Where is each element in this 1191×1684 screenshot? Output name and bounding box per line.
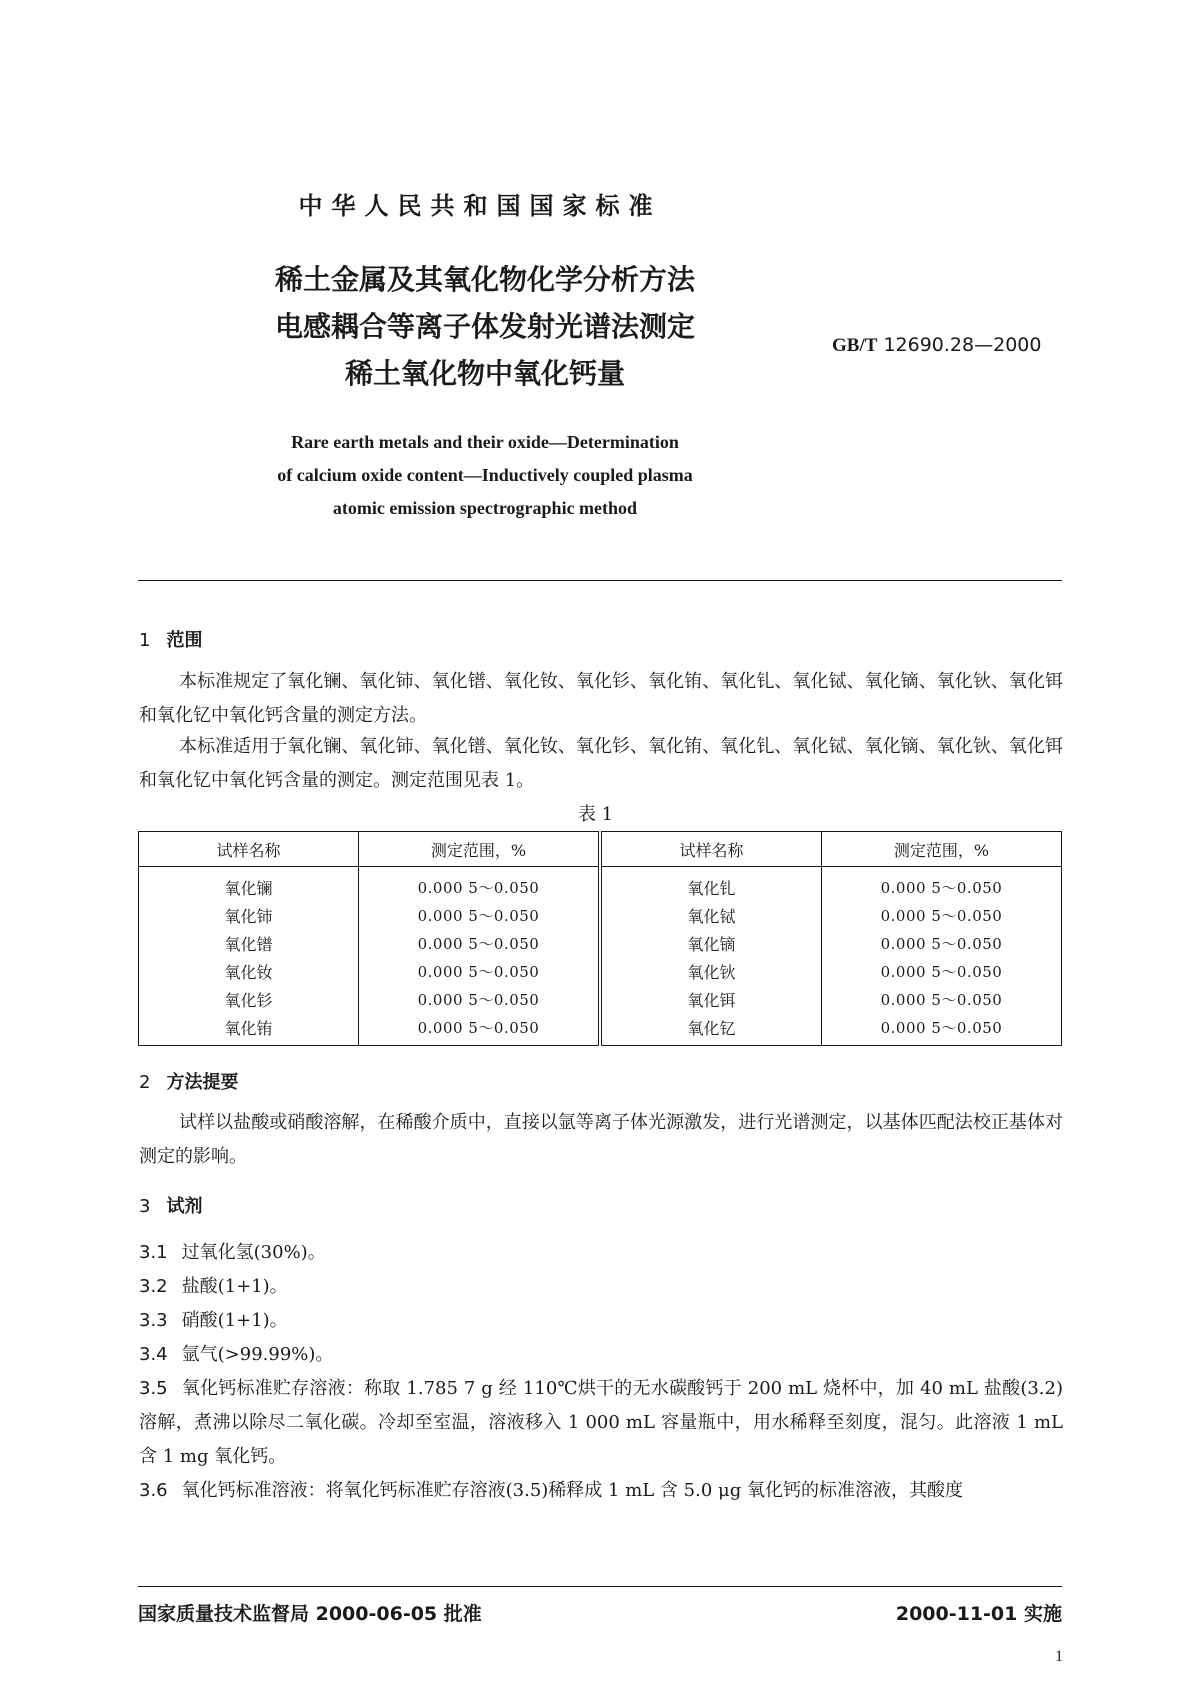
standard-prefix: GB/T [832,335,878,356]
table-row [139,929,1062,957]
reagent-item: 3.2 盐酸(1+1)。 [139,1276,288,1297]
table-cell: 0.000 5～0.050 [358,929,600,957]
standard-code: 12690.28—2000 [883,334,1042,356]
table-cell: 氧化铽 [600,901,821,929]
table-cell: 0.000 5～0.050 [821,929,1061,957]
table-cell: 氧化钐 [224,990,273,1010]
table-row [139,1013,1062,1046]
national-standard-heading: 中华人民共和国国家标准 [298,192,662,220]
en-title-line-1: Rare earth metals and their oxide—Determination [291,432,679,452]
reagent-item: 3.6 氧化钙标准溶液：将氧化钙标准贮存溶液(3.5)稀释成 1 mL 含 5.0 μg 氧化钙的标准溶液，其酸度 [139,1480,963,1501]
cn-title-line-3: 稀土氧化物中氧化钙量 [344,357,625,390]
table-header-row [139,832,1062,867]
table-row [139,957,1062,985]
table-cell: 0.000 5～0.050 [821,867,1061,902]
table-cell: 氧化钕 [224,962,273,982]
table-cell: 0.000 5～0.050 [358,867,600,902]
table-row [139,901,1062,929]
page-number: 1 [1055,1648,1063,1665]
en-title-line-2: of calcium oxide content—Inductively coupled plasma [277,465,693,485]
table-row [139,985,1062,1013]
table-cell: 氧化钇 [600,1013,821,1046]
section-3-heading [139,1192,202,1218]
footer-divider [138,1586,1062,1587]
section-2-title: 方法提要 [166,1072,239,1093]
implementation-date: 2000-11-01 实施 [895,1603,1062,1625]
table-cell: 氧化镨 [224,934,273,954]
section-1-heading [139,626,202,652]
table-cell: 0.000 5～0.050 [821,901,1061,929]
section-2-number: 2 [139,1072,151,1093]
table-cell: 氧化钬 [600,957,821,985]
table-cell: 0.000 5～0.050 [358,985,600,1013]
en-title-line-3: atomic emission spectrographic method [332,498,638,518]
table-cell: 氧化镧 [224,878,273,898]
reagent-item: 3.3 硝酸(1+1)。 [139,1310,288,1331]
header-sample-name: 试样名称 [139,832,359,867]
table-cell: 氧化铒 [600,985,821,1013]
table-cell: 氧化铕 [224,1018,273,1038]
section-1-title: 范围 [166,630,203,651]
section-1-paragraph-1: 本标准规定了氧化镧、氧化铈、氧化镨、氧化钕、氧化钐、氧化铕、氧化钆、氧化铽、氧化镝、氧化钬、氧化铒和氧化钇中氧化钙含量的测定方法。 [139,671,1063,726]
section-2-heading [139,1068,238,1094]
table-cell: 0.000 5～0.050 [358,1013,600,1046]
table-cell: 氧化铈 [224,906,273,926]
table-cell: 氧化钆 [600,867,821,902]
cn-title-line-2: 电感耦合等离子体发射光谱法测定 [274,310,695,343]
standard-number [832,334,1041,357]
table-cell: 0.000 5～0.050 [821,1013,1061,1046]
header-range: 测定范围，% [358,832,600,867]
reagent-item: 3.1 过氧化氢(30%)。 [139,1242,326,1263]
section-1-number: 1 [139,630,151,651]
table-cell: 0.000 5～0.050 [821,957,1061,985]
reagent-item: 3.4 氩气(>99.99%)。 [139,1344,334,1365]
measurement-range-table [138,831,1062,1046]
table-cell: 0.000 5～0.050 [358,957,600,985]
reagent-item: 3.5 氧化钙标准贮存溶液：称取 1.785 7 g 经 110℃烘干的无水碳酸钙于 200 mL 烧杯中，加 40 mL 盐酸(3.2)溶解，煮沸以除尽二氧化碳。冷却至室温，溶液移入 1 000 mL 容量瓶中，用水稀释至刻度，混匀。此溶液 1 mL 含 1 mg 氧化钙。 [139,1378,1063,1467]
section-3-number: 3 [139,1196,151,1217]
table-caption: 表 1 [577,804,614,825]
approval-date: 国家质量技术监督局 2000-06-05 批准 [138,1603,482,1625]
table-cell: 0.000 5～0.050 [821,985,1061,1013]
header-sample-name-2: 试样名称 [600,832,821,867]
cn-title-line-1: 稀土金属及其氧化物化学分析方法 [274,263,695,296]
table-cell: 氧化镝 [600,929,821,957]
section-2-paragraph-1: 试样以盐酸或硝酸溶解，在稀酸介质中，直接以氩等离子体光源激发，进行光谱测定，以基体匹配法校正基体对测定的影响。 [139,1112,1063,1167]
table-row [139,867,1062,902]
header-divider [138,580,1062,581]
section-3-title: 试剂 [166,1196,203,1217]
header-range-2: 测定范围，% [821,832,1061,867]
section-1-paragraph-2: 本标准适用于氧化镧、氧化铈、氧化镨、氧化钕、氧化钐、氧化铕、氧化钆、氧化铽、氧化镝、氧化钬、氧化铒和氧化钇中氧化钙含量的测定。测定范围见表 1。 [139,736,1063,791]
table-cell: 0.000 5～0.050 [358,901,600,929]
